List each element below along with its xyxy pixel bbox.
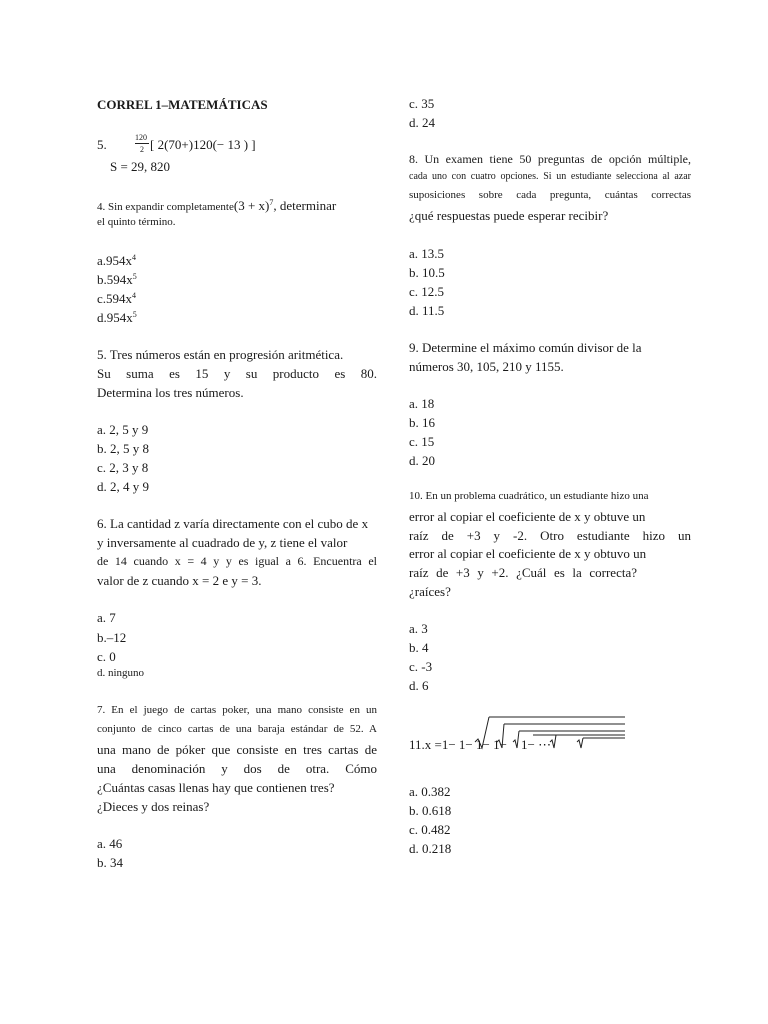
q7-option-a: a. 46 xyxy=(97,836,123,851)
q8-option-d: d. 11.5 xyxy=(409,303,445,318)
q4-option-a: $a.954x^4$ xyxy=(97,253,137,268)
q6-line1: 6. La cantidad z varía directamente con el cubo de x xyxy=(97,516,369,531)
q11-expression: 11.x =1− 1− 1− 1− xyxy=(409,737,507,752)
q7-line5: ¿Cuántas casas llenas hay que contienen tres? xyxy=(97,780,335,795)
q5b-option-b: b. 2, 5 y 8 xyxy=(97,441,149,456)
radical-sign-5 xyxy=(577,738,583,748)
q5-number: 5. xyxy=(97,137,107,152)
q8-line4: ¿qué respuestas puede esperar recibir? xyxy=(409,208,609,223)
q5-result: S = 29, 820 xyxy=(110,159,171,174)
q10-option-c: c. -3 xyxy=(409,659,433,674)
q8-option-a: a. 13.5 xyxy=(409,246,445,261)
q11-option-b: b. 0.618 xyxy=(409,803,452,818)
q11-option-d: d. 0.218 xyxy=(409,841,452,856)
q4-option-c: $c.594x^4$ xyxy=(97,291,137,306)
radical-sign-1 xyxy=(475,717,489,748)
q4-line2: el quinto término. xyxy=(97,216,176,228)
q7-option-b: b. 34 xyxy=(97,855,123,870)
q5b-line1: 5. Tres números están en progresión aritmética. xyxy=(97,347,344,362)
q7-line4: una denominación y dos de otra. Cómo xyxy=(97,761,377,776)
q11-option-a: a. 0.382 xyxy=(409,784,451,799)
q10-line2: error al copiar el coeficiente de x y obtuve un xyxy=(409,509,646,524)
q6-line4: valor de z cuando x = 2 e y = 3. xyxy=(97,573,262,588)
q5b-option-a: a. 2, 5 y 9 xyxy=(97,422,149,437)
q7-line1: 7. En el juego de cartas poker, una mano consiste en un xyxy=(97,704,377,716)
q5-frac-bar xyxy=(135,143,149,144)
q7-line2: conjunto de cinco cartas de una baraja estándar de 52. A xyxy=(97,723,377,735)
q7-line3: una mano de póker que consiste en tres cartas de xyxy=(97,742,377,757)
q10-line5: raíz de +3 y +2. ¿Cuál es la correcta? xyxy=(409,565,637,580)
q5b-option-c: c. 2, 3 y 8 xyxy=(97,460,149,475)
q10-line1: 10. En un problema cuadrático, un estudiante hizo una xyxy=(409,490,649,502)
q9-option-d: d. 20 xyxy=(409,453,435,468)
q9-option-c: c. 15 xyxy=(409,434,435,449)
q8-line3: suposiciones sobre cada pregunta, cuántas correctas xyxy=(409,189,691,201)
q6-option-a: a. 7 xyxy=(97,610,116,625)
q6-line2: y inversamente al cuadrado de y, z tiene el valor xyxy=(97,535,348,550)
q10-line6: ¿raíces? xyxy=(409,584,451,599)
q5-frac-denominator: 2 xyxy=(140,145,144,154)
q5b-line2: Su suma es 15 y su producto es 80. xyxy=(97,366,377,381)
q8-option-c: c. 12.5 xyxy=(409,284,445,299)
page-title: CORREL 1–MATEMÁTICAS xyxy=(97,97,268,112)
radical-sign-2 xyxy=(497,724,504,748)
q4-option-d: $d.954x^5$ xyxy=(97,310,137,325)
q10-option-a: a. 3 xyxy=(409,621,428,636)
q7-option-d: d. 24 xyxy=(409,115,435,130)
q10-option-d: d. 6 xyxy=(409,678,429,693)
q9-line1: 9. Determine el máximo común divisor de la xyxy=(409,340,642,355)
q5-frac-numerator: 120 xyxy=(135,133,147,142)
q11-option-c: c. 0.482 xyxy=(409,822,451,837)
q4-option-b: $b.594x^5$ xyxy=(97,272,137,287)
q10-option-b: b. 4 xyxy=(409,640,429,655)
q7-line6: ¿Dieces y dos reinas? xyxy=(97,799,210,814)
q4-line1: 4. Sin expandir completamente(3 + x)$^7$, determinar xyxy=(97,198,337,213)
q6-option-b: b.–12 xyxy=(97,630,127,645)
q9-option-a: a. 18 xyxy=(409,396,435,411)
q5-expression: [ 2(70+)120(− 13 ) ] xyxy=(150,137,256,152)
radical-sign-3 xyxy=(513,731,519,748)
q10-line3: raíz de +3 y -2. Otro estudiante hizo un xyxy=(409,528,691,543)
q6-option-d: d. ninguno xyxy=(97,667,145,679)
q6-option-c: c. 0 xyxy=(97,649,116,664)
q6-line3: de 14 cuando x = 4 y y es igual a 6. Encuentra el xyxy=(97,554,377,568)
q11-expression-tail: 1− ⋯ xyxy=(521,737,552,752)
q8-line1: 8. Un examen tiene 50 preguntas de opción múltiple, xyxy=(409,152,691,166)
q10-line4: error al copiar el coeficiente de x y obtuvo un xyxy=(409,546,647,561)
q5b-line3: Determina los tres números. xyxy=(97,385,244,400)
q7-option-c: c. 35 xyxy=(409,96,435,111)
q5b-option-d: d. 2, 4 y 9 xyxy=(97,479,149,494)
q9-option-b: b. 16 xyxy=(409,415,435,430)
q8-line2: cada uno con cuatro opciones. Si un estudiante selecciona al azar xyxy=(409,171,691,182)
q9-line2: números 30, 105, 210 y 1155. xyxy=(409,359,564,374)
q8-option-b: b. 10.5 xyxy=(409,265,445,280)
